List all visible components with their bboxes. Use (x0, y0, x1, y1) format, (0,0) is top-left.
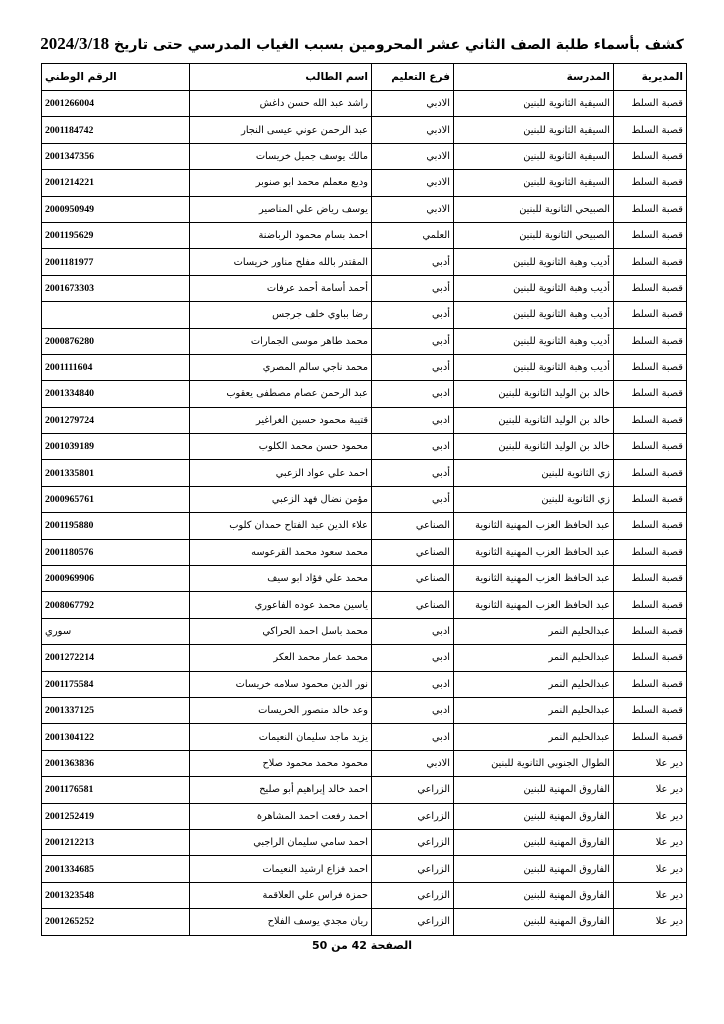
school-cell: الفاروق المهنية للبنين (454, 777, 614, 803)
directorate-cell: دير علا (614, 909, 687, 935)
directorate-cell: قصبة السلط (614, 407, 687, 433)
school-cell: عبد الحافظ العزب المهنية الثانوية (454, 592, 614, 618)
students-table (41, 63, 687, 936)
national-id-cell: 2000965761 (42, 486, 190, 512)
branch-cell: أدبي (372, 249, 454, 275)
school-cell: السيفية الثانوية للبنين (454, 91, 614, 117)
header-branch: فرع التعليم (372, 64, 454, 91)
national-id-cell: 2001673303 (42, 275, 190, 301)
student-name-cell: رضا بباوي خلف جرجس (190, 302, 372, 328)
school-cell: عبدالحليم النمر (454, 724, 614, 750)
school-cell: السيفية الثانوية للبنين (454, 143, 614, 169)
directorate-cell: قصبة السلط (614, 196, 687, 222)
national-id-cell (42, 302, 190, 328)
table-row (42, 460, 687, 486)
student-name-cell: قتيبة محمود حسين الغراغير (190, 407, 372, 433)
student-name-cell: احمد خالد إبراهيم أبو صليح (190, 777, 372, 803)
table-row (42, 486, 687, 512)
directorate-cell: قصبة السلط (614, 249, 687, 275)
table-row (42, 645, 687, 671)
school-cell: الصبيحي الثانوية للبنين (454, 222, 614, 248)
table-row (42, 328, 687, 354)
student-name-cell: محمد سعود محمد القرعوسه (190, 539, 372, 565)
header-directorate: المديرية (614, 64, 687, 91)
student-name-cell: راشد عبد الله حسن داغش (190, 91, 372, 117)
branch-cell: أدبي (372, 302, 454, 328)
table-row (42, 249, 687, 275)
student-name-cell: عبد الرحمن عوني عيسى النجار (190, 117, 372, 143)
student-name-cell: حمزة فراس علي العلاقمة (190, 882, 372, 908)
table-row (42, 777, 687, 803)
branch-cell: الزراعي (372, 909, 454, 935)
directorate-cell: قصبة السلط (614, 460, 687, 486)
directorate-cell: قصبة السلط (614, 697, 687, 723)
school-cell: الطوال الجنوبي الثانوية للبنين (454, 750, 614, 776)
branch-cell: ادبي (372, 618, 454, 644)
student-name-cell: محمود حسن محمد الكلوب (190, 434, 372, 460)
branch-cell: أدبي (372, 460, 454, 486)
table-row (42, 829, 687, 855)
directorate-cell: قصبة السلط (614, 486, 687, 512)
directorate-cell: دير علا (614, 829, 687, 855)
branch-cell: أدبي (372, 328, 454, 354)
student-name-cell: مؤمن نضال فهد الزعبي (190, 486, 372, 512)
student-name-cell: المقتدر بالله مفلح مناور خريسات (190, 249, 372, 275)
student-name-cell: احمد علي عواد الزعبي (190, 460, 372, 486)
table-row (42, 566, 687, 592)
school-cell: الفاروق المهنية للبنين (454, 909, 614, 935)
table-row (42, 882, 687, 908)
directorate-cell: قصبة السلط (614, 434, 687, 460)
student-name-cell: احمد رفعت احمد المشاهرة (190, 803, 372, 829)
directorate-cell: دير علا (614, 856, 687, 882)
table-row (42, 117, 687, 143)
table-body (42, 91, 687, 936)
student-name-cell: وعد خالد منصور الخريسات (190, 697, 372, 723)
student-name-cell: نور الدين محمود سلامه خريسات (190, 671, 372, 697)
directorate-cell: قصبة السلط (614, 592, 687, 618)
table-row (42, 513, 687, 539)
student-name-cell: محمد ناجي سالم المصري (190, 354, 372, 380)
national-id-cell: 2001184742 (42, 117, 190, 143)
national-id-cell: 2001111604 (42, 354, 190, 380)
student-name-cell: ريان مجدي يوسف الفلاح (190, 909, 372, 935)
national-id-cell: 2000950949 (42, 196, 190, 222)
school-cell: خالد بن الوليد الثانوية للبنين (454, 434, 614, 460)
branch-cell: الزراعي (372, 803, 454, 829)
national-id-cell: 2001347356 (42, 143, 190, 169)
branch-cell: الزراعي (372, 882, 454, 908)
school-cell: الصبيحي الثانوية للبنين (454, 196, 614, 222)
national-id-cell: 2001180576 (42, 539, 190, 565)
school-cell: أديب وهبة الثانوية للبنين (454, 328, 614, 354)
branch-cell: الادبي (372, 196, 454, 222)
table-row (42, 354, 687, 380)
table-row (42, 407, 687, 433)
national-id-cell: 2000969906 (42, 566, 190, 592)
branch-cell: الزراعي (372, 777, 454, 803)
branch-cell: ادبي (372, 434, 454, 460)
national-id-cell: 2001176581 (42, 777, 190, 803)
school-cell: الفاروق المهنية للبنين (454, 882, 614, 908)
school-cell: عبد الحافظ العزب المهنية الثانوية (454, 566, 614, 592)
school-cell: السيفية الثانوية للبنين (454, 117, 614, 143)
national-id-cell: 2001175584 (42, 671, 190, 697)
directorate-cell: قصبة السلط (614, 143, 687, 169)
branch-cell: أدبي (372, 354, 454, 380)
national-id-cell: 2001323548 (42, 882, 190, 908)
directorate-cell: قصبة السلط (614, 671, 687, 697)
national-id-cell: 2001279724 (42, 407, 190, 433)
directorate-cell: قصبة السلط (614, 566, 687, 592)
table-row (42, 856, 687, 882)
student-name-cell: محمد علي فؤاد ابو سيف (190, 566, 372, 592)
table-row (42, 592, 687, 618)
branch-cell: الصناعي (372, 539, 454, 565)
table-row (42, 275, 687, 301)
school-cell: أديب وهبة الثانوية للبنين (454, 249, 614, 275)
header-row (42, 64, 687, 91)
branch-cell: ادبي (372, 645, 454, 671)
directorate-cell: قصبة السلط (614, 645, 687, 671)
table-row (42, 381, 687, 407)
document-title (40, 34, 684, 54)
branch-cell: أدبي (372, 275, 454, 301)
directorate-cell: قصبة السلط (614, 539, 687, 565)
school-cell: عبد الحافظ العزب المهنية الثانوية (454, 513, 614, 539)
branch-cell: العلمي (372, 222, 454, 248)
school-cell: زي الثانوية للبنين (454, 486, 614, 512)
student-name-cell: يوسف رياض علي المناصير (190, 196, 372, 222)
directorate-cell: دير علا (614, 803, 687, 829)
student-name-cell: عبد الرحمن عصام مصطفى يعقوب (190, 381, 372, 407)
page-number: الصفحة 42 من 50 (311, 939, 413, 952)
national-id-cell: 2001335801 (42, 460, 190, 486)
national-id-cell: 2001334685 (42, 856, 190, 882)
school-cell: أديب وهبة الثانوية للبنين (454, 354, 614, 380)
table-row (42, 671, 687, 697)
directorate-cell: قصبة السلط (614, 724, 687, 750)
student-name-cell: أحمد أسامة أحمد عرفات (190, 275, 372, 301)
branch-cell: الصناعي (372, 513, 454, 539)
branch-cell: الادبي (372, 117, 454, 143)
national-id-cell: 2001363836 (42, 750, 190, 776)
directorate-cell: قصبة السلط (614, 117, 687, 143)
directorate-cell: قصبة السلط (614, 381, 687, 407)
table-row (42, 724, 687, 750)
directorate-cell: دير علا (614, 777, 687, 803)
school-cell: عبدالحليم النمر (454, 697, 614, 723)
branch-cell: الادبي (372, 750, 454, 776)
student-name-cell: محمد عمار محمد العكر (190, 645, 372, 671)
branch-cell: الادبي (372, 91, 454, 117)
national-id-cell: 2001195880 (42, 513, 190, 539)
branch-cell: ادبي (372, 671, 454, 697)
national-id-cell: 2001337125 (42, 697, 190, 723)
header-national-id: الرقم الوطني (42, 64, 190, 91)
school-cell: الفاروق المهنية للبنين (454, 856, 614, 882)
branch-cell: الادبي (372, 170, 454, 196)
national-id-cell: سوري (42, 618, 190, 644)
table-row (42, 618, 687, 644)
school-cell: عبد الحافظ العزب المهنية الثانوية (454, 539, 614, 565)
branch-cell: أدبي (372, 486, 454, 512)
table-row (42, 697, 687, 723)
student-name-cell: علاء الدين عبد الفتاح حمدان كلوب (190, 513, 372, 539)
national-id-cell: 2001266004 (42, 91, 190, 117)
branch-cell: ادبي (372, 407, 454, 433)
directorate-cell: قصبة السلط (614, 328, 687, 354)
header-school: المدرسة (454, 64, 614, 91)
directorate-cell: قصبة السلط (614, 302, 687, 328)
table-row (42, 196, 687, 222)
header-student-name: اسم الطالب (190, 64, 372, 91)
table-row (42, 803, 687, 829)
school-cell: خالد بن الوليد الثانوية للبنين (454, 407, 614, 433)
table-row (42, 909, 687, 935)
student-name-cell: ياسين محمد عوده الفاعوري (190, 592, 372, 618)
student-name-cell: مالك يوسف جميل خريسات (190, 143, 372, 169)
national-id-cell: 2001212213 (42, 829, 190, 855)
directorate-cell: قصبة السلط (614, 618, 687, 644)
title-text: كشف بأسماء طلبة الصف الثاني عشر المحرومين بسبب الغياب المدرسي حتى تاريخ (114, 37, 684, 53)
student-name-cell: وديع معملم محمد ابو صنوبر (190, 170, 372, 196)
directorate-cell: قصبة السلط (614, 91, 687, 117)
directorate-cell: قصبة السلط (614, 275, 687, 301)
national-id-cell: 2001265252 (42, 909, 190, 935)
national-id-cell: 2001214221 (42, 170, 190, 196)
school-cell: خالد بن الوليد الثانوية للبنين (454, 381, 614, 407)
school-cell: عبدالحليم النمر (454, 671, 614, 697)
student-name-cell: محمود محمد محمود صلاح (190, 750, 372, 776)
directorate-cell: قصبة السلط (614, 354, 687, 380)
national-id-cell: 2001304122 (42, 724, 190, 750)
national-id-cell: 2001039189 (42, 434, 190, 460)
branch-cell: الصناعي (372, 592, 454, 618)
student-name-cell: محمد طاهر موسى الجمارات (190, 328, 372, 354)
school-cell: أديب وهبة الثانوية للبنين (454, 275, 614, 301)
directorate-cell: دير علا (614, 882, 687, 908)
national-id-cell: 2008067792 (42, 592, 190, 618)
table-row (42, 434, 687, 460)
student-name-cell: يزيد ماجد سليمان النعيمات (190, 724, 372, 750)
table-row (42, 222, 687, 248)
directorate-cell: قصبة السلط (614, 513, 687, 539)
table-row (42, 750, 687, 776)
school-cell: أديب وهبة الثانوية للبنين (454, 302, 614, 328)
school-cell: السيفية الثانوية للبنين (454, 170, 614, 196)
branch-cell: ادبي (372, 724, 454, 750)
branch-cell: الصناعي (372, 566, 454, 592)
branch-cell: الزراعي (372, 856, 454, 882)
school-cell: زي الثانوية للبنين (454, 460, 614, 486)
school-cell: الفاروق المهنية للبنين (454, 803, 614, 829)
school-cell: الفاروق المهنية للبنين (454, 829, 614, 855)
branch-cell: الزراعي (372, 829, 454, 855)
table-row (42, 170, 687, 196)
school-cell: عبدالحليم النمر (454, 645, 614, 671)
student-name-cell: محمد باسل احمد الحراكي (190, 618, 372, 644)
table-row (42, 539, 687, 565)
national-id-cell: 2001334840 (42, 381, 190, 407)
directorate-cell: قصبة السلط (614, 170, 687, 196)
student-name-cell: احمد بسام محمود الرباضنة (190, 222, 372, 248)
branch-cell: الادبي (372, 143, 454, 169)
branch-cell: ادبي (372, 381, 454, 407)
national-id-cell: 2001252419 (42, 803, 190, 829)
student-name-cell: احمد سامي سليمان الراجبي (190, 829, 372, 855)
title-date: 2024/3/18 (40, 34, 110, 53)
directorate-cell: دير علا (614, 750, 687, 776)
student-name-cell: احمد فزاع ارشيد النعيمات (190, 856, 372, 882)
directorate-cell: قصبة السلط (614, 222, 687, 248)
school-cell: عبدالحليم النمر (454, 618, 614, 644)
table-row (42, 91, 687, 117)
national-id-cell: 2001195629 (42, 222, 190, 248)
table-row (42, 302, 687, 328)
branch-cell: ادبي (372, 697, 454, 723)
national-id-cell: 2001181977 (42, 249, 190, 275)
national-id-cell: 2001272214 (42, 645, 190, 671)
table-row (42, 143, 687, 169)
national-id-cell: 2000876280 (42, 328, 190, 354)
